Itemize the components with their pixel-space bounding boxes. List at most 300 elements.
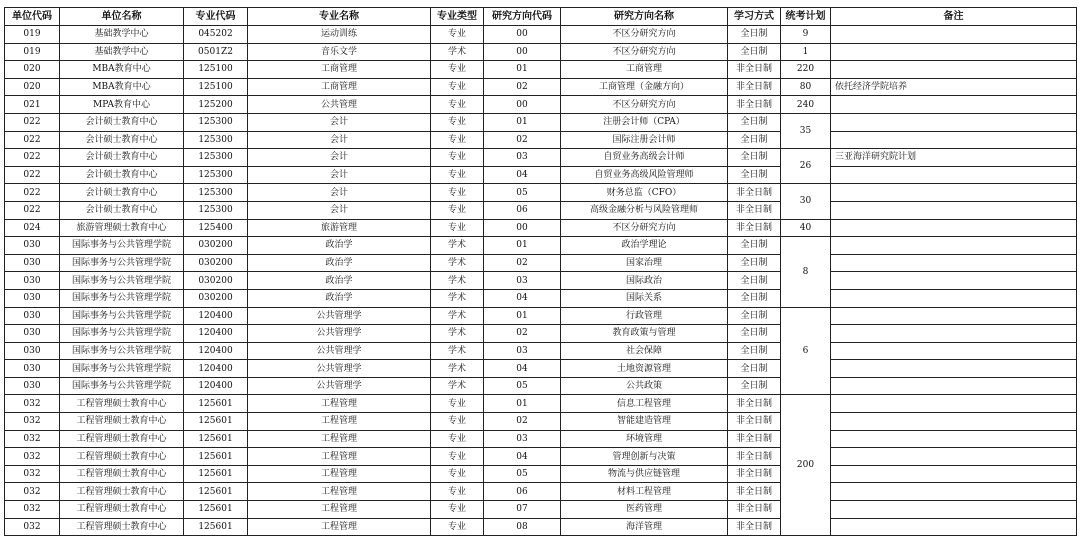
cell-major-type: 学术 [431,237,484,255]
cell-unit-name: MBA教育中心 [60,61,184,79]
cell-remarks [831,395,1077,413]
cell-direction-code: 01 [484,307,561,325]
cell-study-mode: 全日制 [728,360,781,378]
cell-major-type: 学术 [431,360,484,378]
cell-direction-code: 04 [484,166,561,184]
cell-major-code: 120400 [184,342,248,360]
cell-unit-code: 022 [5,201,60,219]
cell-study-mode: 全日制 [728,307,781,325]
cell-study-mode: 全日制 [728,131,781,149]
header-study-mode: 学习方式 [728,8,781,26]
cell-direction-name: 工商管理 [561,61,728,79]
cell-major-name: 政治学 [248,237,431,255]
cell-remarks: 依托经济学院培养 [831,78,1077,96]
cell-unit-name: 国际事务与公共管理学院 [60,377,184,395]
cell-major-code: 125100 [184,61,248,79]
cell-major-code: 125601 [184,465,248,483]
cell-unit-name: 国际事务与公共管理学院 [60,325,184,343]
cell-major-type: 专业 [431,166,484,184]
cell-remarks [831,430,1077,448]
cell-direction-name: 教育政策与管理 [561,325,728,343]
cell-major-code: 120400 [184,307,248,325]
cell-direction-code: 04 [484,360,561,378]
cell-major-name: 会计 [248,131,431,149]
cell-remarks [831,43,1077,61]
table-row [5,78,1077,96]
cell-unit-code: 030 [5,307,60,325]
cell-unit-name: 国际事务与公共管理学院 [60,237,184,255]
table-row [5,465,1077,483]
cell-unit-code: 020 [5,78,60,96]
cell-major-code: 125300 [184,113,248,131]
header-direction-name: 研究方向名称 [561,8,728,26]
table-row [5,26,1077,44]
cell-unit-code: 022 [5,113,60,131]
cell-study-mode: 非全日制 [728,395,781,413]
cell-unit-name: 会计硕士教育中心 [60,166,184,184]
cell-remarks [831,219,1077,237]
cell-study-mode: 非全日制 [728,448,781,466]
cell-major-type: 专业 [431,448,484,466]
cell-major-name: 政治学 [248,272,431,290]
cell-major-name: 政治学 [248,289,431,307]
cell-direction-name: 行政管理 [561,307,728,325]
cell-direction-name: 不区分研究方向 [561,219,728,237]
cell-direction-code: 01 [484,395,561,413]
cell-direction-name: 政治学理论 [561,237,728,255]
cell-unit-code: 019 [5,43,60,61]
table-row [5,149,1077,167]
header-major-type: 专业类型 [431,8,484,26]
cell-direction-code: 01 [484,237,561,255]
cell-direction-code: 02 [484,254,561,272]
cell-major-code: 125601 [184,448,248,466]
cell-major-name: 工商管理 [248,78,431,96]
cell-remarks [831,518,1077,536]
cell-study-mode: 非全日制 [728,184,781,202]
table-row [5,184,1077,202]
cell-direction-name: 不区分研究方向 [561,96,728,114]
cell-unit-name: 国际事务与公共管理学院 [60,360,184,378]
cell-unit-name: 会计硕士教育中心 [60,184,184,202]
cell-major-name: 工程管理 [248,448,431,466]
cell-unit-code: 022 [5,131,60,149]
cell-direction-name: 医药管理 [561,501,728,519]
table-row [5,518,1077,536]
cell-remarks [831,413,1077,431]
cell-major-type: 专业 [431,395,484,413]
cell-unit-name: 工程管理硕士教育中心 [60,413,184,431]
cell-major-code: 030200 [184,289,248,307]
cell-direction-name: 自贸业务高级会计师 [561,149,728,167]
cell-unit-code: 032 [5,395,60,413]
cell-major-name: 工程管理 [248,501,431,519]
cell-study-mode: 非全日制 [728,518,781,536]
cell-unit-code: 030 [5,237,60,255]
cell-unit-code: 032 [5,501,60,519]
header-plan-count: 统考计划 [781,8,831,26]
cell-major-type: 专业 [431,113,484,131]
cell-study-mode: 非全日制 [728,96,781,114]
cell-study-mode: 全日制 [728,166,781,184]
cell-plan-count: 40 [781,219,831,237]
cell-major-code: 0501Z2 [184,43,248,61]
cell-unit-name: 工程管理硕士教育中心 [60,465,184,483]
cell-major-type: 专业 [431,131,484,149]
table-row [5,325,1077,343]
table-row [5,166,1077,184]
cell-study-mode: 非全日制 [728,201,781,219]
cell-direction-code: 00 [484,26,561,44]
cell-direction-name: 不区分研究方向 [561,26,728,44]
cell-major-type: 专业 [431,465,484,483]
cell-unit-name: 基础教学中心 [60,26,184,44]
cell-remarks [831,96,1077,114]
cell-major-code: 125601 [184,518,248,536]
cell-major-type: 学术 [431,272,484,290]
cell-major-name: 工程管理 [248,465,431,483]
cell-direction-code: 02 [484,413,561,431]
cell-direction-name: 不区分研究方向 [561,43,728,61]
table-row [5,342,1077,360]
cell-study-mode: 非全日制 [728,219,781,237]
cell-unit-code: 032 [5,518,60,536]
cell-plan-count: 200 [781,395,831,536]
cell-major-type: 学术 [431,325,484,343]
cell-unit-code: 020 [5,61,60,79]
cell-major-type: 专业 [431,184,484,202]
cell-study-mode: 全日制 [728,325,781,343]
cell-study-mode: 非全日制 [728,483,781,501]
cell-plan-count: 9 [781,26,831,44]
table-row [5,501,1077,519]
cell-direction-code: 05 [484,465,561,483]
cell-remarks [831,61,1077,79]
cell-remarks [831,237,1077,255]
cell-major-code: 125601 [184,430,248,448]
cell-unit-code: 022 [5,149,60,167]
cell-direction-name: 工商管理（金融方向） [561,78,728,96]
cell-remarks [831,113,1077,131]
cell-study-mode: 非全日制 [728,413,781,431]
cell-direction-name: 海洋管理 [561,518,728,536]
cell-unit-code: 030 [5,342,60,360]
cell-major-name: 公共管理学 [248,307,431,325]
cell-major-name: 旅游管理 [248,219,431,237]
cell-major-code: 125601 [184,395,248,413]
cell-direction-name: 信息工程管理 [561,395,728,413]
cell-direction-name: 国际关系 [561,289,728,307]
cell-direction-code: 03 [484,342,561,360]
cell-unit-name: 旅游管理硕士教育中心 [60,219,184,237]
cell-major-type: 专业 [431,96,484,114]
cell-remarks [831,325,1077,343]
table-header-row [5,8,1077,26]
cell-major-code: 125601 [184,413,248,431]
cell-major-type: 学术 [431,289,484,307]
cell-study-mode: 非全日制 [728,78,781,96]
table-row [5,360,1077,378]
cell-direction-code: 03 [484,149,561,167]
cell-unit-code: 022 [5,166,60,184]
cell-study-mode: 非全日制 [728,61,781,79]
cell-major-type: 学术 [431,342,484,360]
cell-direction-name: 物流与供应链管理 [561,465,728,483]
cell-unit-name: 国际事务与公共管理学院 [60,289,184,307]
cell-major-type: 专业 [431,430,484,448]
cell-unit-name: 工程管理硕士教育中心 [60,448,184,466]
header-unit-name: 单位名称 [60,8,184,26]
cell-direction-name: 公共政策 [561,377,728,395]
cell-unit-name: MPA教育中心 [60,96,184,114]
cell-plan-count: 80 [781,78,831,96]
cell-major-type: 专业 [431,518,484,536]
cell-major-name: 工程管理 [248,395,431,413]
cell-unit-name: 会计硕士教育中心 [60,131,184,149]
cell-direction-code: 04 [484,448,561,466]
cell-remarks [831,342,1077,360]
cell-study-mode: 全日制 [728,149,781,167]
cell-major-type: 专业 [431,78,484,96]
cell-direction-name: 财务总监（CFO） [561,184,728,202]
cell-unit-name: 工程管理硕士教育中心 [60,395,184,413]
cell-major-code: 030200 [184,272,248,290]
cell-direction-code: 02 [484,131,561,149]
cell-major-code: 120400 [184,377,248,395]
cell-major-name: 政治学 [248,254,431,272]
cell-major-name: 工程管理 [248,483,431,501]
cell-major-code: 125601 [184,501,248,519]
table-row [5,483,1077,501]
cell-unit-name: 会计硕士教育中心 [60,149,184,167]
cell-major-code: 125300 [184,184,248,202]
cell-study-mode: 非全日制 [728,465,781,483]
cell-remarks [831,131,1077,149]
cell-unit-name: 基础教学中心 [60,43,184,61]
cell-direction-code: 02 [484,78,561,96]
cell-direction-code: 00 [484,219,561,237]
header-major-code: 专业代码 [184,8,248,26]
cell-direction-code: 01 [484,61,561,79]
cell-major-name: 公共管理学 [248,342,431,360]
cell-unit-name: 工程管理硕士教育中心 [60,518,184,536]
cell-study-mode: 全日制 [728,43,781,61]
table-row [5,43,1077,61]
header-remarks: 备注 [831,8,1077,26]
table-row [5,254,1077,272]
enrollment-plan-table [4,7,1077,536]
table-row [5,272,1077,290]
cell-unit-name: 国际事务与公共管理学院 [60,342,184,360]
cell-major-code: 125300 [184,131,248,149]
cell-unit-code: 030 [5,254,60,272]
cell-direction-code: 05 [484,377,561,395]
cell-remarks [831,483,1077,501]
cell-major-type: 专业 [431,61,484,79]
cell-major-code: 125300 [184,201,248,219]
cell-major-code: 030200 [184,237,248,255]
cell-major-name: 公共管理学 [248,377,431,395]
cell-major-code: 125601 [184,483,248,501]
table-row [5,377,1077,395]
cell-remarks [831,289,1077,307]
cell-major-name: 会计 [248,149,431,167]
cell-unit-code: 022 [5,184,60,202]
cell-major-name: 工程管理 [248,413,431,431]
cell-study-mode: 全日制 [728,272,781,290]
cell-major-code: 030200 [184,254,248,272]
cell-study-mode: 全日制 [728,254,781,272]
cell-direction-name: 智能建造管理 [561,413,728,431]
cell-major-name: 运动训练 [248,26,431,44]
cell-major-code: 120400 [184,360,248,378]
cell-unit-name: 工程管理硕士教育中心 [60,430,184,448]
cell-major-name: 会计 [248,166,431,184]
cell-remarks [831,377,1077,395]
cell-remarks [831,184,1077,202]
cell-remarks [831,307,1077,325]
cell-major-type: 专业 [431,201,484,219]
cell-major-type: 学术 [431,254,484,272]
table-row [5,61,1077,79]
cell-study-mode: 非全日制 [728,501,781,519]
cell-major-name: 公共管理学 [248,360,431,378]
table-row [5,237,1077,255]
cell-remarks [831,254,1077,272]
table-row [5,448,1077,466]
cell-study-mode: 非全日制 [728,430,781,448]
cell-plan-count: 1 [781,43,831,61]
cell-major-type: 专业 [431,483,484,501]
cell-remarks [831,26,1077,44]
cell-major-code: 125300 [184,149,248,167]
table-row [5,413,1077,431]
cell-direction-code: 00 [484,43,561,61]
cell-plan-count: 220 [781,61,831,79]
cell-major-name: 公共管理 [248,96,431,114]
cell-plan-count: 26 [781,149,831,184]
cell-plan-count: 30 [781,184,831,219]
cell-unit-name: 工程管理硕士教育中心 [60,501,184,519]
cell-remarks [831,201,1077,219]
cell-direction-code: 06 [484,201,561,219]
cell-direction-name: 环境管理 [561,430,728,448]
cell-direction-name: 土地资源管理 [561,360,728,378]
cell-direction-code: 06 [484,483,561,501]
table-row [5,219,1077,237]
cell-direction-code: 08 [484,518,561,536]
table-row [5,113,1077,131]
cell-remarks [831,465,1077,483]
cell-study-mode: 全日制 [728,237,781,255]
cell-direction-code: 00 [484,96,561,114]
cell-major-type: 专业 [431,413,484,431]
header-unit-code: 单位代码 [5,8,60,26]
cell-plan-count: 240 [781,96,831,114]
cell-remarks [831,360,1077,378]
cell-unit-name: 国际事务与公共管理学院 [60,254,184,272]
cell-direction-name: 社会保障 [561,342,728,360]
cell-unit-name: 国际事务与公共管理学院 [60,272,184,290]
cell-unit-code: 032 [5,483,60,501]
cell-direction-name: 高级金融分析与风险管理师 [561,201,728,219]
cell-unit-name: 会计硕士教育中心 [60,113,184,131]
cell-direction-name: 自贸业务高级风险管理师 [561,166,728,184]
cell-unit-code: 032 [5,430,60,448]
cell-study-mode: 全日制 [728,26,781,44]
cell-direction-code: 03 [484,272,561,290]
header-direction-code: 研究方向代码 [484,8,561,26]
cell-unit-name: 国际事务与公共管理学院 [60,307,184,325]
cell-unit-name: MBA教育中心 [60,78,184,96]
cell-remarks [831,166,1077,184]
cell-unit-code: 024 [5,219,60,237]
cell-major-type: 专业 [431,501,484,519]
table-body [5,26,1077,536]
cell-remarks [831,448,1077,466]
cell-unit-code: 030 [5,325,60,343]
cell-major-type: 专业 [431,219,484,237]
table-row [5,430,1077,448]
cell-direction-code: 04 [484,289,561,307]
cell-direction-name: 注册会计师（CPA） [561,113,728,131]
cell-major-type: 学术 [431,43,484,61]
cell-major-code: 125200 [184,96,248,114]
cell-study-mode: 全日制 [728,377,781,395]
cell-major-code: 045202 [184,26,248,44]
header-major-name: 专业名称 [248,8,431,26]
cell-major-name: 工程管理 [248,518,431,536]
cell-plan-count: 6 [781,307,831,395]
cell-direction-code: 01 [484,113,561,131]
cell-direction-code: 07 [484,501,561,519]
cell-unit-code: 032 [5,413,60,431]
cell-major-name: 工程管理 [248,430,431,448]
cell-major-code: 125300 [184,166,248,184]
cell-unit-name: 会计硕士教育中心 [60,201,184,219]
cell-direction-name: 管理创新与决策 [561,448,728,466]
cell-unit-code: 032 [5,448,60,466]
table-row [5,96,1077,114]
cell-study-mode: 全日制 [728,289,781,307]
cell-unit-code: 021 [5,96,60,114]
cell-study-mode: 全日制 [728,342,781,360]
cell-remarks [831,501,1077,519]
cell-direction-code: 05 [484,184,561,202]
cell-unit-code: 019 [5,26,60,44]
cell-major-name: 公共管理学 [248,325,431,343]
cell-major-code: 125100 [184,78,248,96]
cell-plan-count: 35 [781,113,831,148]
cell-direction-code: 03 [484,430,561,448]
cell-unit-name: 工程管理硕士教育中心 [60,483,184,501]
table-row [5,289,1077,307]
cell-major-type: 专业 [431,149,484,167]
cell-study-mode: 全日制 [728,113,781,131]
cell-unit-code: 030 [5,377,60,395]
cell-direction-name: 国际政治 [561,272,728,290]
table-row [5,395,1077,413]
cell-direction-name: 材料工程管理 [561,483,728,501]
cell-unit-code: 030 [5,272,60,290]
cell-plan-count: 8 [781,237,831,307]
cell-direction-name: 国家治理 [561,254,728,272]
cell-major-name: 工商管理 [248,61,431,79]
cell-unit-code: 030 [5,289,60,307]
table-row [5,131,1077,149]
cell-unit-code: 030 [5,360,60,378]
cell-major-name: 会计 [248,201,431,219]
